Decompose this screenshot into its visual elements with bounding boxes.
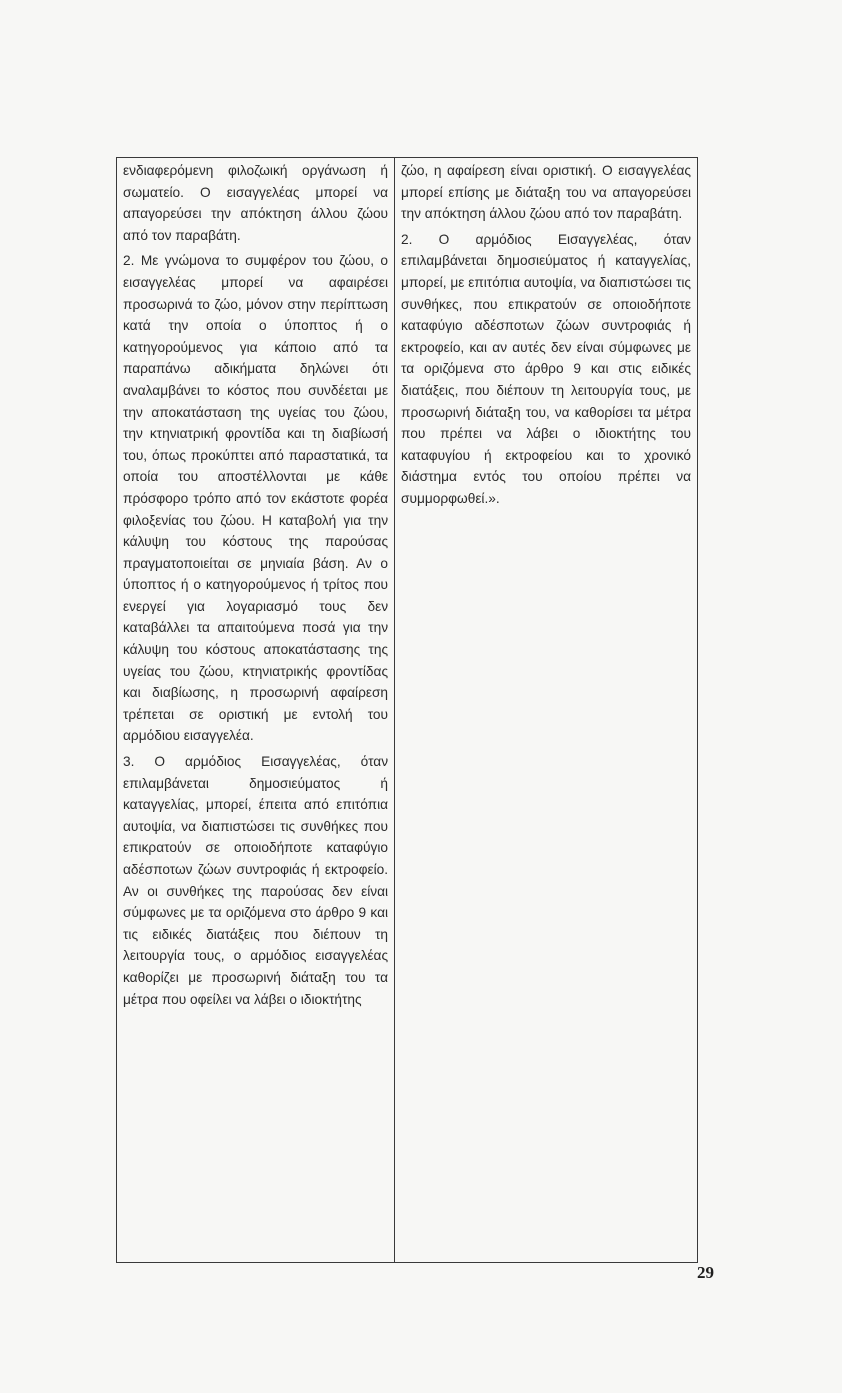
left-paragraph-1: ενδιαφερόμενη φιλοζωική οργάνωση ή σωματείο. Ο εισαγγελέας μπορεί να απαγορεύσει την απόκτηση άλλου ζώου από τον παραβάτη. xyxy=(123,163,389,243)
left-paragraph-2: 2. Με γνώμονα το συμφέρον του ζώου, ο εισαγγελέας μπορεί να αφαιρέσει προσωρινά το ζώο, μόνον στην περίπτωση κατά την οποία ο ύποπτος ή ο κατηγορούμενος για κάποιο από τα παραπάνω αδικήματα δηλώνει ότι αναλαμβάνει το κόστος που συνδέεται με την αποκατάσταση της υγείας του ζώου, την κτηνιατρική φροντίδα και τη διαβίωσή του, όπως προκύπτει από παραστατικά, τα οποία του αποστέλλονται με κάθε πρόσφορο τρόπο από τον εκάστοτε φορέα φιλοξενίας του ζώου. Η καταβολή για την κάλυψη του κόστους της παρούσας πραγματοποιείται σε μηνιαία βάση. Αν ο ύποπτος ή ο κατηγορούμενος ή τρίτος που ενεργεί για λογαριασμό τους δεν καταβάλλει τα απαιτούμενα ποσά για την κάλυψη του κόστους αποκατάστασης της υγείας του ζώου, κτηνιατρικής φροντίδας και διαβίωσης, η προσωρινή αφαίρεση τρέπεται σε οριστική με εντολή του αρμόδιου εισαγγελέα. xyxy=(123,253,389,744)
right-paragraph-2: 2. Ο αρμόδιος Εισαγγελέας, όταν επιλαμβάνεται δημοσιεύματος ή καταγγελίας, μπορεί, με επιτόπια αυτοψία, να διαπιστώσει τις συνθήκες, που επικρατούν σε οποιοδήποτε καταφύγιο αδέσποτων ζώων συντροφιάς ή εκτροφείο, και αν αυτές δεν είναι σύμφωνες με τα οριζόμενα στο άρθρο 9 και στις ειδικές διατάξεις, που διέπουν τη λειτουργία τους, με προσωρινή διάταξη του, να καθορίσει τα μέτρα που πρέπει να λάβει ο ιδιοκτήτης του καταφυγίου ή εκτροφείου και το χρονικό διάστημα εντός του οποίου πρέπει να συμμορφωθεί.». xyxy=(401,231,691,506)
left-column xyxy=(117,158,395,1262)
right-paragraph-1: ζώο, η αφαίρεση είναι οριστική. Ο εισαγγελέας μπορεί επίσης με διάταξη του να απαγορεύσει την απόκτηση άλλου ζώου από τον παραβάτη. xyxy=(401,163,691,222)
right-column xyxy=(395,158,697,1262)
left-paragraph-3: 3. Ο αρμόδιος Εισαγγελέας, όταν επιλαμβάνεται δημοσιεύματος ή καταγγελίας, μπορεί, έπειτα από επιτόπια αυτοψία, να διαπιστώσει τις συνθήκες που επικρατούν σε οποιοδήποτε καταφύγιο αδέσποτων ζώων συντροφιάς ή εκτροφείο. Αν οι συνθήκες της παρούσας δεν είναι σύμφωνες με τα οριζόμενα στο άρθρο 9 και τις ειδικές διατάξεις που διέπουν τη λειτουργία τους, ο αρμόδιος εισαγγελέας καθορίζει με προσωρινή διάταξη του τα μέτρα που οφείλει να λάβει ο ιδιοκτήτης xyxy=(123,754,389,1007)
page-number: 29 xyxy=(697,1263,714,1282)
comparison-table xyxy=(116,157,698,1263)
